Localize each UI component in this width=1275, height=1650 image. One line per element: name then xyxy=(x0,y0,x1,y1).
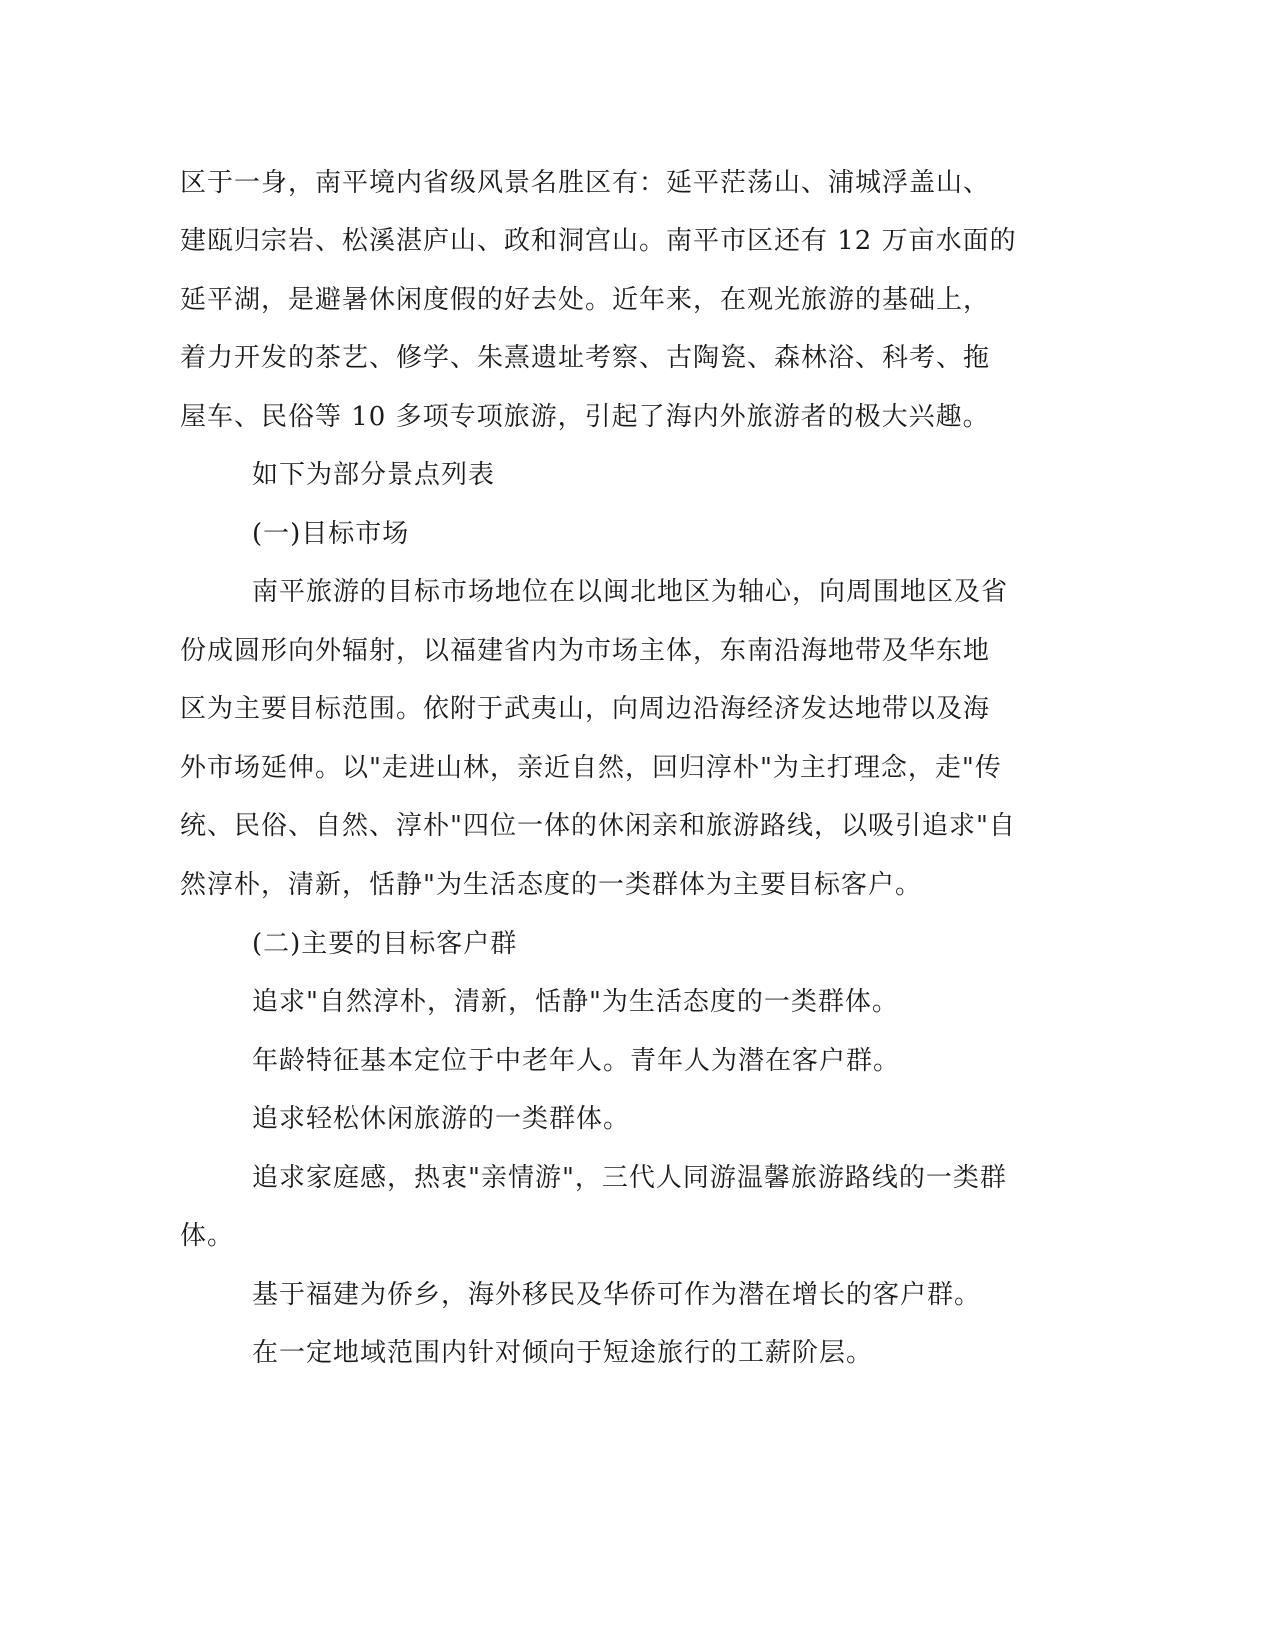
text-line: 外市场延伸。以"走进山林，亲近自然，回归淳朴"为主打理念，走"传 xyxy=(180,753,1002,783)
text-line: 份成圆形向外辐射，以福建省内为市场主体，东南沿海地带及华东地 xyxy=(180,636,991,666)
text-line: 建瓯归宗岩、松溪湛庐山、政和洞宫山。南平市区还有 12 万亩水面的 xyxy=(180,226,1017,256)
text-line: 体。 xyxy=(180,1221,235,1251)
text-line: 屋车、民俗等 10 多项专项旅游，引起了海内外旅游者的极大兴趣。 xyxy=(180,402,990,432)
text-line: 着力开发的茶艺、修学、朱熹遗址考察、古陶瓷、森林浴、科考、拖 xyxy=(180,343,991,373)
text-line: 区于一身，南平境内省级风景名胜区有：延平茫荡山、浦城浮盖山、 xyxy=(180,168,991,198)
text-line: 在一定地域范围内针对倾向于短途旅行的工薪阶层。 xyxy=(252,1338,874,1368)
section-heading: (一)目标市场 xyxy=(252,519,410,549)
text-line: 年龄特征基本定位于中老年人。青年人为潜在客户群。 xyxy=(252,1046,901,1076)
text-line: 区为主要目标范围。依附于武夷山，向周边沿海经济发达地带以及海 xyxy=(180,694,991,724)
section-heading: (二)主要的目标客户群 xyxy=(252,929,518,959)
text-line: 追求家庭感，热衷"亲情游"，三代人同游温馨旅游路线的一类群 xyxy=(252,1163,1007,1193)
text-line: 延平湖，是避暑休闲度假的好去处。近年来，在观光旅游的基础上， xyxy=(180,285,991,315)
text-line: 统、民俗、自然、淳朴"四位一体的休闲亲和旅游路线，以吸引追求"自 xyxy=(180,811,1016,841)
text-line: 追求轻松休闲旅游的一类群体。 xyxy=(252,1104,631,1134)
text-line: 基于福建为侨乡，海外移民及华侨可作为潜在增长的客户群。 xyxy=(252,1280,982,1310)
text-line: 然淳朴，清新，恬静"为生活态度的一类群体为主要目标客户。 xyxy=(180,870,922,900)
text-line: 追求"自然淳朴，清新，恬静"为生活态度的一类群体。 xyxy=(252,987,899,1017)
text-line: 如下为部分景点列表 xyxy=(252,460,496,490)
text-line: 南平旅游的目标市场地位在以闽北地区为轴心，向周围地区及省 xyxy=(252,577,1009,607)
